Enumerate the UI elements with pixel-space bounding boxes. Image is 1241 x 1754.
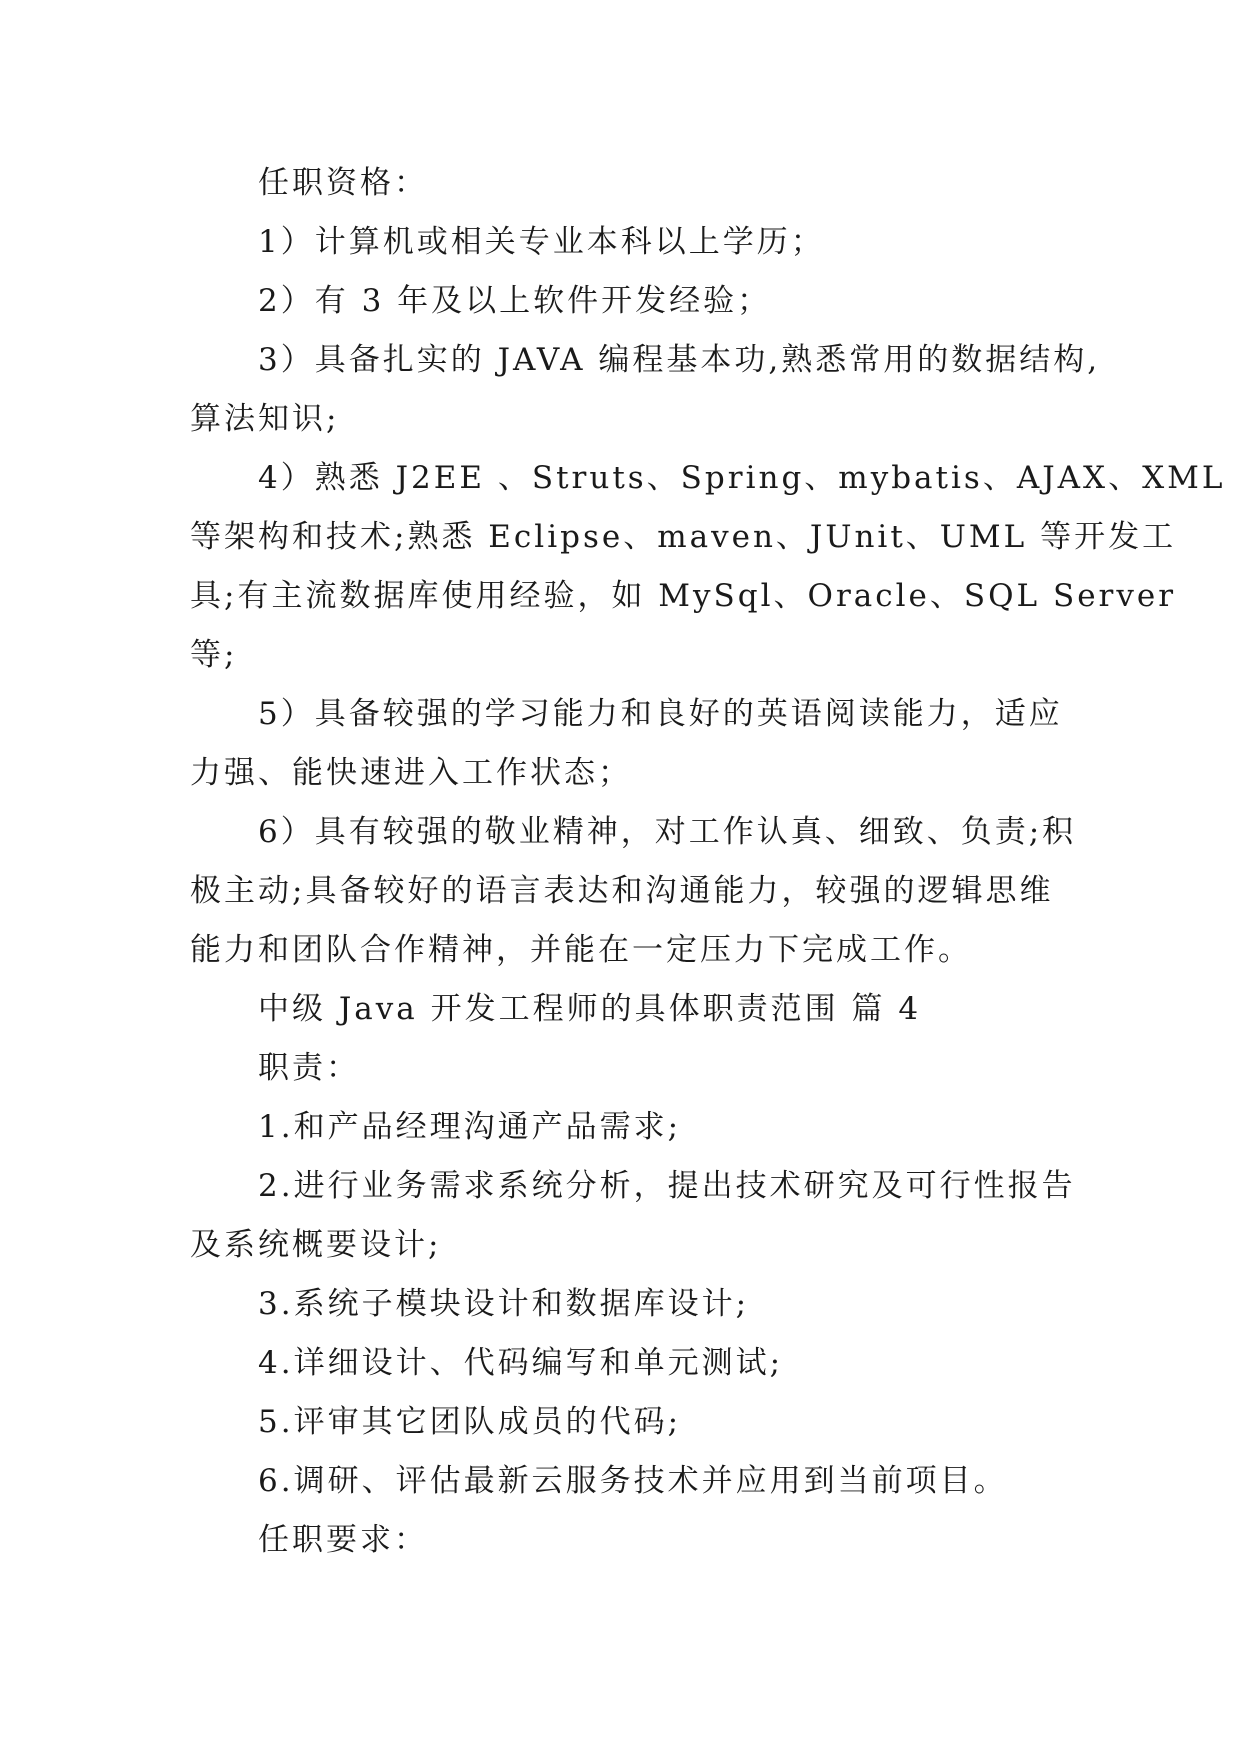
list-item-continuation: 及系统概要设计; — [190, 1227, 442, 1263]
list-item-continuation: 极主动;具备较好的语言表达和沟通能力，较强的逻辑思维 — [190, 873, 1054, 909]
list-item: 3）具备扎实的 JAVA 编程基本功,熟悉常用的数据结构, — [258, 342, 1101, 378]
list-item: 5）具备较强的学习能力和良好的英语阅读能力，适应 — [258, 696, 1063, 732]
list-item: 4）熟悉 J2EE 、Struts、Spring、mybatis、AJAX、XML — [258, 460, 1226, 496]
section-heading-duties: 职责： — [258, 1050, 360, 1086]
list-item: 6）具有较强的敬业精神，对工作认真、细致、负责;积 — [258, 814, 1077, 850]
list-item-continuation: 算法知识; — [190, 401, 340, 437]
section-heading-qualifications: 任职资格： — [258, 165, 428, 201]
section-heading-requirements: 任职要求： — [258, 1522, 428, 1558]
list-item-continuation: 等架构和技术;熟悉 Eclipse、maven、JUnit、UML 等开发工 — [190, 519, 1177, 555]
list-item: 2.进行业务需求系统分析，提出技术研究及可行性报告 — [258, 1168, 1076, 1204]
list-item: 2）有 3 年及以上软件开发经验； — [258, 283, 772, 319]
list-item-continuation: 力强、能快速进入工作状态； — [190, 755, 632, 791]
list-item-continuation: 具;有主流数据库使用经验，如 MySql、Oracle、SQL Server — [190, 578, 1177, 614]
list-item-continuation: 等; — [190, 637, 238, 673]
list-item: 4.详细设计、代码编写和单元测试; — [258, 1345, 784, 1381]
list-item: 3.系统子模块设计和数据库设计; — [258, 1286, 750, 1322]
list-item: 1.和产品经理沟通产品需求; — [258, 1109, 682, 1145]
section-title: 中级 Java 开发工程师的具体职责范围 篇 4 — [258, 991, 922, 1027]
list-item: 1）计算机或相关专业本科以上学历； — [258, 224, 825, 260]
list-item: 6.调研、评估最新云服务技术并应用到当前项目。 — [258, 1463, 1008, 1499]
list-item: 5.评审其它团队成员的代码; — [258, 1404, 682, 1440]
list-item-continuation: 能力和团队合作精神，并能在一定压力下完成工作。 — [190, 932, 972, 968]
